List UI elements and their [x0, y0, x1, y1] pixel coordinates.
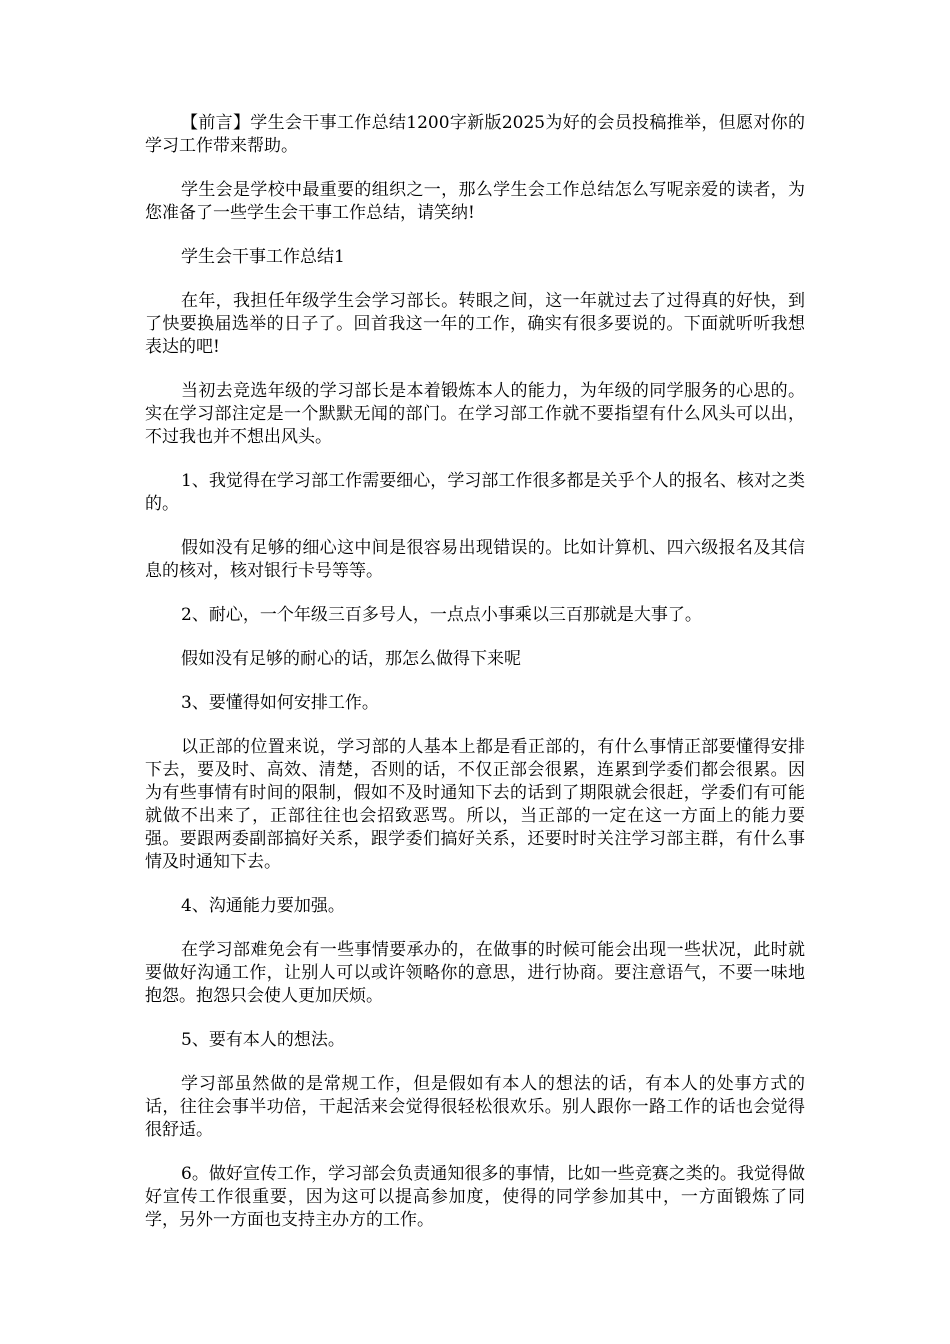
intro-paragraph: 学生会是学校中最重要的组织之一，那么学生会工作总结怎么写呢亲爱的读者，为您准备了一些学生会干事工作总结，请笑纳! [145, 180, 805, 223]
list-item-paragraph: 3、要懂得如何安排工作。 [181, 693, 379, 713]
body-paragraph: 假如没有足够的耐心的话，那怎么做得下来呢 [181, 649, 521, 669]
preface-paragraph: 【前言】学生会干事工作总结1200字新版2025为好的会员投稿推举，但愿对你的学习工作带来帮助。 [145, 113, 805, 156]
list-item-paragraph: 6。做好宣传工作，学习部会负责通知很多的事情，比如一些竞赛之类的。我觉得做好宣传工作很重要，因为这可以提高参加度，使得的同学参加其中，一方面锻炼了同学，另外一方面也支持主办方的工作。 [145, 1164, 805, 1230]
body-paragraph: 假如没有足够的细心这中间是很容易出现错误的。比如计算机、四六级报名及其信息的核对，核对银行卡号等等。 [145, 538, 805, 581]
body-paragraph: 当初去竞选年级的学习部长是本着锻炼本人的能力，为年级的同学服务的心思的。实在学习部注定是一个默默无闻的部门。在学习部工作就不要指望有什么风头可以出，不过我也并不想出风头。 [145, 381, 805, 447]
list-item-paragraph: 4、沟通能力要加强。 [181, 896, 345, 916]
list-item-paragraph: 2、耐心，一个年级三百多号人，一点点小事乘以三百那就是大事了。 [181, 605, 702, 625]
list-item-paragraph: 5、要有本人的想法。 [181, 1030, 345, 1050]
body-paragraph: 在年，我担任年级学生会学习部长。转眼之间，这一年就过去了过得真的好快，到了快要换届选举的日子了。回首我这一年的工作，确实有很多要说的。下面就听听我想表达的吧! [145, 291, 805, 357]
body-paragraph: 在学习部难免会有一些事情要承办的，在做事的时候可能会出现一些状况，此时就要做好沟通工作，让别人可以或许领略你的意思，进行协商。要注意语气，不要一味地抱怨。抱怨只会使人更加厌烦。 [145, 940, 805, 1006]
body-paragraph: 学习部虽然做的是常规工作，但是假如有本人的想法的话，有本人的处事方式的话，往往会事半功倍，干起活来会觉得很轻松很欢乐。别人跟你一路工作的话也会觉得很舒适。 [145, 1074, 805, 1140]
section-heading: 学生会干事工作总结1 [181, 247, 345, 267]
list-item-paragraph: 1、我觉得在学习部工作需要细心，学习部工作很多都是关乎个人的报名、核对之类的。 [145, 471, 805, 514]
body-paragraph: 以正部的位置来说，学习部的人基本上都是看正部的，有什么事情正部要懂得安排下去，要及时、高效、清楚，否则的话，不仅正部会很累，连累到学委们都会很累。因为有些事情有时间的限制，假如不及时通知下去的话到了期限就会很赶，学委们有可能就做不出来了，正部往往也会招致恶骂。所以，当正部的一定在这一方面上的能力要强。要跟两委副部搞好关系，跟学委们搞好关系，还要时时关注学习部主群，有什么事情及时通知下去。 [145, 737, 805, 872]
document-body [145, 112, 805, 1253]
